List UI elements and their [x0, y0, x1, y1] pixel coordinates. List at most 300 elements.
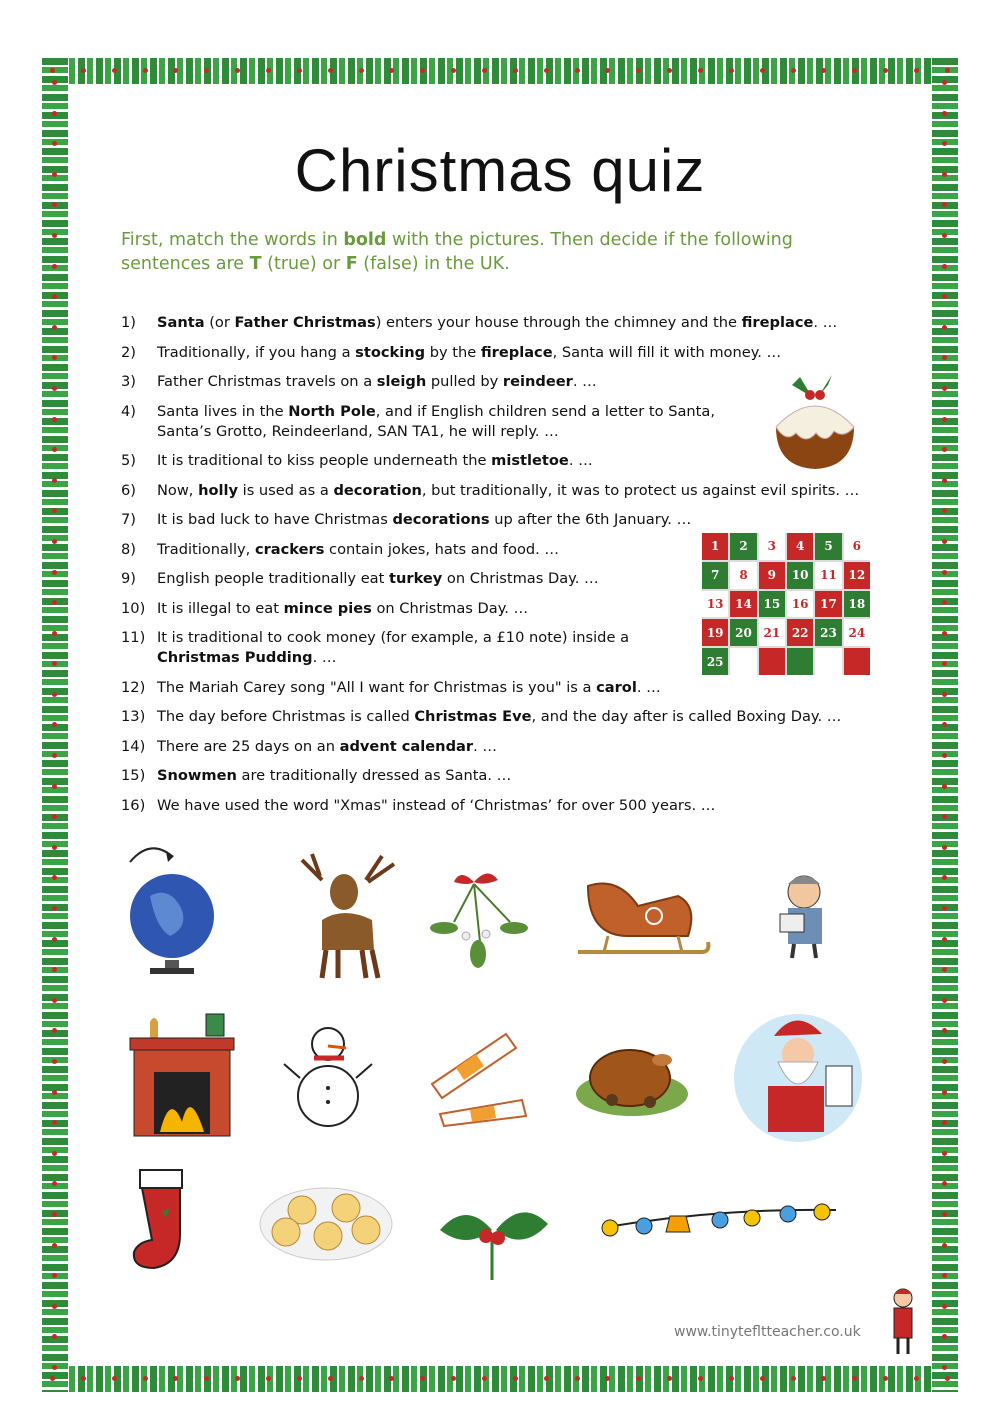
berry [942, 386, 947, 391]
question-number: 14) [121, 737, 146, 755]
bold-keyword: mince pies [283, 599, 372, 617]
berry [52, 998, 57, 1003]
mince-pies-icon [258, 1180, 394, 1262]
berry [942, 570, 947, 575]
bold-keyword: sleigh [376, 373, 427, 390]
page-title: Christmas quiz [294, 137, 706, 204]
berry [729, 68, 734, 73]
bold-keyword: carol [596, 678, 637, 696]
question-number: 3) [121, 373, 136, 390]
berry [52, 661, 57, 666]
advent-door: 12 [844, 562, 870, 589]
berry [52, 692, 57, 697]
berry [513, 1376, 518, 1381]
advent-door [759, 648, 785, 675]
berry [420, 1376, 425, 1381]
berry [942, 631, 947, 636]
advent-calendar-icon [702, 533, 870, 675]
advent-door: 22 [787, 619, 813, 646]
berry [359, 68, 364, 73]
berry [942, 355, 947, 360]
berry [52, 753, 57, 758]
question-item [121, 796, 821, 816]
berry [791, 68, 796, 73]
berry [942, 447, 947, 452]
berry [112, 68, 117, 73]
question-item [121, 343, 841, 363]
berry [420, 68, 425, 73]
berry [112, 1376, 117, 1381]
berry [636, 68, 641, 73]
berry [52, 264, 57, 269]
berry [544, 68, 549, 73]
berry [451, 68, 456, 73]
bold-keyword: mistletoe [491, 452, 569, 469]
berry [942, 937, 947, 942]
berry [52, 447, 57, 452]
text-run: . … [572, 373, 597, 390]
advent-door: 23 [815, 619, 841, 646]
question-text [157, 451, 741, 471]
berry [942, 111, 947, 116]
question-number: 10) [121, 599, 146, 617]
question-number: 13) [121, 708, 146, 725]
berry [52, 845, 57, 850]
bold-keyword: Santa [157, 314, 205, 331]
berry [359, 1376, 364, 1381]
berry [204, 1376, 209, 1381]
berry [942, 1151, 947, 1156]
question-item [121, 766, 741, 786]
berry [266, 1376, 271, 1381]
berry [942, 845, 947, 850]
berry [945, 1376, 950, 1381]
text-run: by the [425, 343, 481, 361]
berry [52, 325, 57, 330]
berry [482, 68, 487, 73]
berry [698, 1376, 703, 1381]
text-run: The day before Christmas is called [157, 708, 415, 725]
advent-door: 16 [787, 591, 813, 618]
text-run: English people traditionally eat [157, 570, 389, 587]
berry [235, 1376, 240, 1381]
berry [52, 478, 57, 483]
text-run: , and the day after is called Boxing Day. … [531, 708, 842, 725]
berry [883, 68, 888, 73]
text-run: , and if English children send a letter to Santa, Santa’s Grotto, Reindeerland, SAN TA1, he will reply. … [157, 402, 715, 440]
berry [942, 478, 947, 483]
berry [942, 325, 947, 330]
question-text [157, 313, 841, 333]
christmas-pudding-icon [770, 365, 860, 473]
bold-keyword: stocking [355, 343, 426, 361]
berry [942, 692, 947, 697]
text-run: ) enters your house through the chimney and the [375, 314, 742, 331]
text-run: It is bad luck to have Christmas [157, 511, 393, 528]
question-text [157, 599, 681, 619]
berry [942, 1090, 947, 1095]
text-run: . … [636, 678, 661, 696]
berry [143, 68, 148, 73]
question-item [121, 678, 741, 698]
advent-door [787, 648, 813, 675]
berry [52, 1365, 57, 1370]
advent-door: 21 [759, 619, 785, 646]
berry [52, 508, 57, 513]
berry [942, 1365, 947, 1370]
advent-door: 24 [844, 619, 870, 646]
berry [942, 722, 947, 727]
mistletoe-icon [414, 862, 546, 980]
berry [942, 294, 947, 299]
question-number: 5) [121, 452, 136, 469]
advent-door: 4 [787, 533, 813, 560]
berry [52, 631, 57, 636]
text-run: The Mariah Carey song "All I want for Christmas is you" is a [157, 678, 597, 696]
berry-row [50, 1376, 950, 1381]
question-item [121, 313, 841, 333]
question-text [157, 737, 741, 757]
question-item [121, 540, 681, 560]
question-text [157, 678, 741, 698]
berry [667, 1376, 672, 1381]
berry [52, 111, 57, 116]
berry-row [52, 80, 57, 1370]
berry [942, 814, 947, 819]
decorations-icon [596, 1188, 840, 1248]
text-run: Now, [157, 481, 199, 499]
question-text [157, 569, 681, 589]
christmas-cracker-icon [426, 1024, 536, 1128]
text-run: (false) in the UK. [357, 254, 510, 274]
advent-door: 1 [702, 533, 728, 560]
berry [942, 539, 947, 544]
text-run: It is traditional to cook money (for example, a £10 note) inside a [157, 629, 630, 646]
question-text [157, 766, 741, 786]
berry [942, 998, 947, 1003]
berry [52, 722, 57, 727]
advent-door: 2 [730, 533, 756, 560]
question-number: 6) [121, 481, 136, 499]
text-run: up after the 6th January. … [489, 511, 692, 528]
berry [544, 1376, 549, 1381]
berry [942, 906, 947, 911]
text-run: . … [568, 452, 593, 469]
question-item [121, 372, 741, 392]
berry [204, 68, 209, 73]
advent-door: 9 [759, 562, 785, 589]
bold-keyword: crackers [254, 540, 325, 558]
berry [942, 1304, 947, 1309]
bold-keyword: decorations [392, 511, 490, 528]
berry [942, 80, 947, 85]
berry [52, 1273, 57, 1278]
berry [297, 1376, 302, 1381]
reindeer-icon [282, 850, 404, 980]
berry [235, 68, 240, 73]
bold-keyword: T [249, 254, 262, 274]
bold-keyword: Father Christmas [234, 314, 376, 331]
bold-keyword: fireplace [741, 314, 814, 331]
berry [81, 1376, 86, 1381]
text-run: We have used the word "Xmas" instead of ‘Christmas’ for over 500 years. … [157, 796, 716, 814]
text-run: on Christmas Day. … [442, 570, 599, 587]
question-text [157, 481, 881, 501]
question-text [157, 796, 821, 816]
text-run: . … [473, 737, 497, 755]
question-item [121, 569, 681, 589]
question-item [121, 510, 741, 530]
berry [52, 294, 57, 299]
bold-keyword: bold [343, 230, 387, 250]
text-run: (true) or [261, 254, 346, 274]
advent-door: 20 [730, 619, 756, 646]
text-run: Traditionally, if you hang a [157, 343, 356, 361]
globe-icon [120, 836, 220, 980]
text-run: , but traditionally, it was to protect us against evil spirits. … [421, 481, 860, 499]
berry [52, 355, 57, 360]
sleigh-icon [568, 866, 712, 960]
bold-keyword: Snowmen [157, 767, 237, 784]
berry [605, 68, 610, 73]
berry [52, 1090, 57, 1095]
question-text [157, 510, 741, 530]
berry [52, 80, 57, 85]
question-number: 8) [121, 540, 136, 558]
berry-row [50, 68, 950, 73]
berry [513, 68, 518, 73]
advent-door: 25 [702, 648, 728, 675]
berry [729, 1376, 734, 1381]
advent-door: 11 [815, 562, 841, 589]
bold-keyword: reindeer [502, 373, 573, 390]
text-run: There are 25 days on an [157, 737, 340, 755]
berry [52, 1243, 57, 1248]
question-number: 9) [121, 570, 136, 587]
question-item [121, 707, 881, 727]
berry [942, 661, 947, 666]
advent-door: 14 [730, 591, 756, 618]
question-number: 15) [121, 767, 146, 784]
berry [791, 1376, 796, 1381]
berry [52, 967, 57, 972]
berry [389, 68, 394, 73]
question-text [157, 628, 661, 668]
question-number: 11) [121, 629, 146, 646]
text-run: First, match the words in [121, 230, 344, 250]
berry [328, 1376, 333, 1381]
advent-door: 5 [815, 533, 841, 560]
question-item [121, 599, 681, 619]
question-number: 2) [121, 343, 136, 361]
berry [942, 264, 947, 269]
advent-door: 3 [759, 533, 785, 560]
berry [50, 1376, 55, 1381]
berry [942, 233, 947, 238]
berry [942, 1243, 947, 1248]
berry [266, 68, 271, 73]
bold-keyword: F [345, 254, 358, 274]
berry [945, 68, 950, 73]
question-number: 7) [121, 511, 136, 528]
berry [942, 417, 947, 422]
berry [50, 68, 55, 73]
berry [575, 1376, 580, 1381]
holly-icon [436, 1190, 552, 1284]
berry [52, 906, 57, 911]
berry [575, 68, 580, 73]
berry [942, 1212, 947, 1217]
berry [143, 1376, 148, 1381]
berry [52, 386, 57, 391]
berry [389, 1376, 394, 1381]
berry [914, 1376, 919, 1381]
fireplace-icon [126, 1012, 238, 1138]
question-text [157, 372, 741, 392]
text-run: . … [813, 314, 838, 331]
berry [852, 1376, 857, 1381]
question-number: 1) [121, 314, 136, 331]
instructions [121, 228, 861, 276]
berry [942, 1273, 947, 1278]
advent-door: 7 [702, 562, 728, 589]
bold-keyword: holly [198, 481, 238, 499]
berry [942, 1120, 947, 1125]
bold-keyword: fireplace [480, 343, 553, 361]
text-run: Traditionally, [157, 540, 255, 558]
berry [52, 539, 57, 544]
berry [942, 600, 947, 605]
question-text [157, 343, 841, 363]
advent-door: 13 [702, 591, 728, 618]
berry [52, 1181, 57, 1186]
text-run: Santa lives in the [157, 402, 289, 420]
berry-row [942, 80, 947, 1370]
question-item [121, 481, 881, 501]
berry [52, 1151, 57, 1156]
berry [605, 1376, 610, 1381]
question-number: 12) [121, 678, 146, 696]
berry [52, 1304, 57, 1309]
question-item [121, 451, 741, 471]
text-run: are traditionally dressed as Santa. … [236, 767, 512, 784]
berry [52, 1212, 57, 1217]
berry [942, 508, 947, 513]
turkey-icon [572, 1036, 690, 1120]
website-url: www.tinytefltteacher.co.uk [674, 1324, 861, 1340]
berry [942, 784, 947, 789]
berry [698, 68, 703, 73]
bold-keyword: North Pole [288, 402, 376, 420]
berry [942, 753, 947, 758]
berry [52, 814, 57, 819]
text-run: pulled by [426, 373, 503, 390]
question-number: 16) [121, 796, 146, 814]
berry [52, 1059, 57, 1064]
berry [942, 967, 947, 972]
berry [914, 68, 919, 73]
berry [942, 1059, 947, 1064]
berry [173, 68, 178, 73]
advent-door [815, 648, 841, 675]
berry [760, 1376, 765, 1381]
text-run: (or [204, 314, 235, 331]
berry [52, 1120, 57, 1125]
text-run: with the pictures. Then decide if the following sentences are [121, 230, 793, 274]
berry [328, 68, 333, 73]
berry [636, 1376, 641, 1381]
text-run: contain jokes, hats and food. … [324, 540, 560, 558]
bold-keyword: advent calendar [339, 737, 474, 755]
bold-keyword: decoration [333, 481, 422, 499]
text-run: It is traditional to kiss people underneath the [157, 452, 492, 469]
text-run: on Christmas Day. … [371, 599, 529, 617]
berry [667, 68, 672, 73]
bold-keyword: Christmas Pudding [157, 649, 313, 666]
advent-door [844, 648, 870, 675]
berry [173, 1376, 178, 1381]
teacher-character-icon [888, 1286, 918, 1358]
advent-door: 15 [759, 591, 785, 618]
berry [297, 68, 302, 73]
berry [52, 937, 57, 942]
berry [942, 875, 947, 880]
stocking-icon [126, 1164, 200, 1282]
text-run: , Santa will fill it with money. … [552, 343, 782, 361]
text-run: It is illegal to eat [157, 599, 284, 617]
advent-door [730, 648, 756, 675]
text-run: is used as a [238, 481, 334, 499]
berry [52, 784, 57, 789]
berry [52, 600, 57, 605]
advent-door: 10 [787, 562, 813, 589]
santa-icon [726, 1006, 870, 1142]
berry [852, 68, 857, 73]
question-item [121, 628, 661, 668]
question-item [121, 737, 741, 757]
berry [52, 233, 57, 238]
advent-door: 8 [730, 562, 756, 589]
berry [942, 1181, 947, 1186]
berry [52, 875, 57, 880]
caroler-icon [754, 862, 854, 962]
advent-door: 19 [702, 619, 728, 646]
advent-door: 18 [844, 591, 870, 618]
question-item [121, 402, 731, 442]
bold-keyword: turkey [389, 570, 443, 587]
berry [821, 68, 826, 73]
berry [821, 1376, 826, 1381]
question-text [157, 540, 681, 560]
berry [451, 1376, 456, 1381]
snowman-icon [282, 1018, 374, 1130]
advent-door: 17 [815, 591, 841, 618]
question-number: 4) [121, 402, 136, 420]
berry [52, 1334, 57, 1339]
bold-keyword: Christmas Eve [414, 708, 532, 725]
berry [760, 68, 765, 73]
berry [52, 417, 57, 422]
berry [81, 68, 86, 73]
berry [942, 1028, 947, 1033]
berry [883, 1376, 888, 1381]
question-text [157, 402, 731, 442]
text-run: Father Christmas travels on a [157, 373, 377, 390]
advent-door: 6 [844, 533, 870, 560]
text-run: . … [312, 649, 337, 666]
question-text [157, 707, 881, 727]
berry [942, 1334, 947, 1339]
